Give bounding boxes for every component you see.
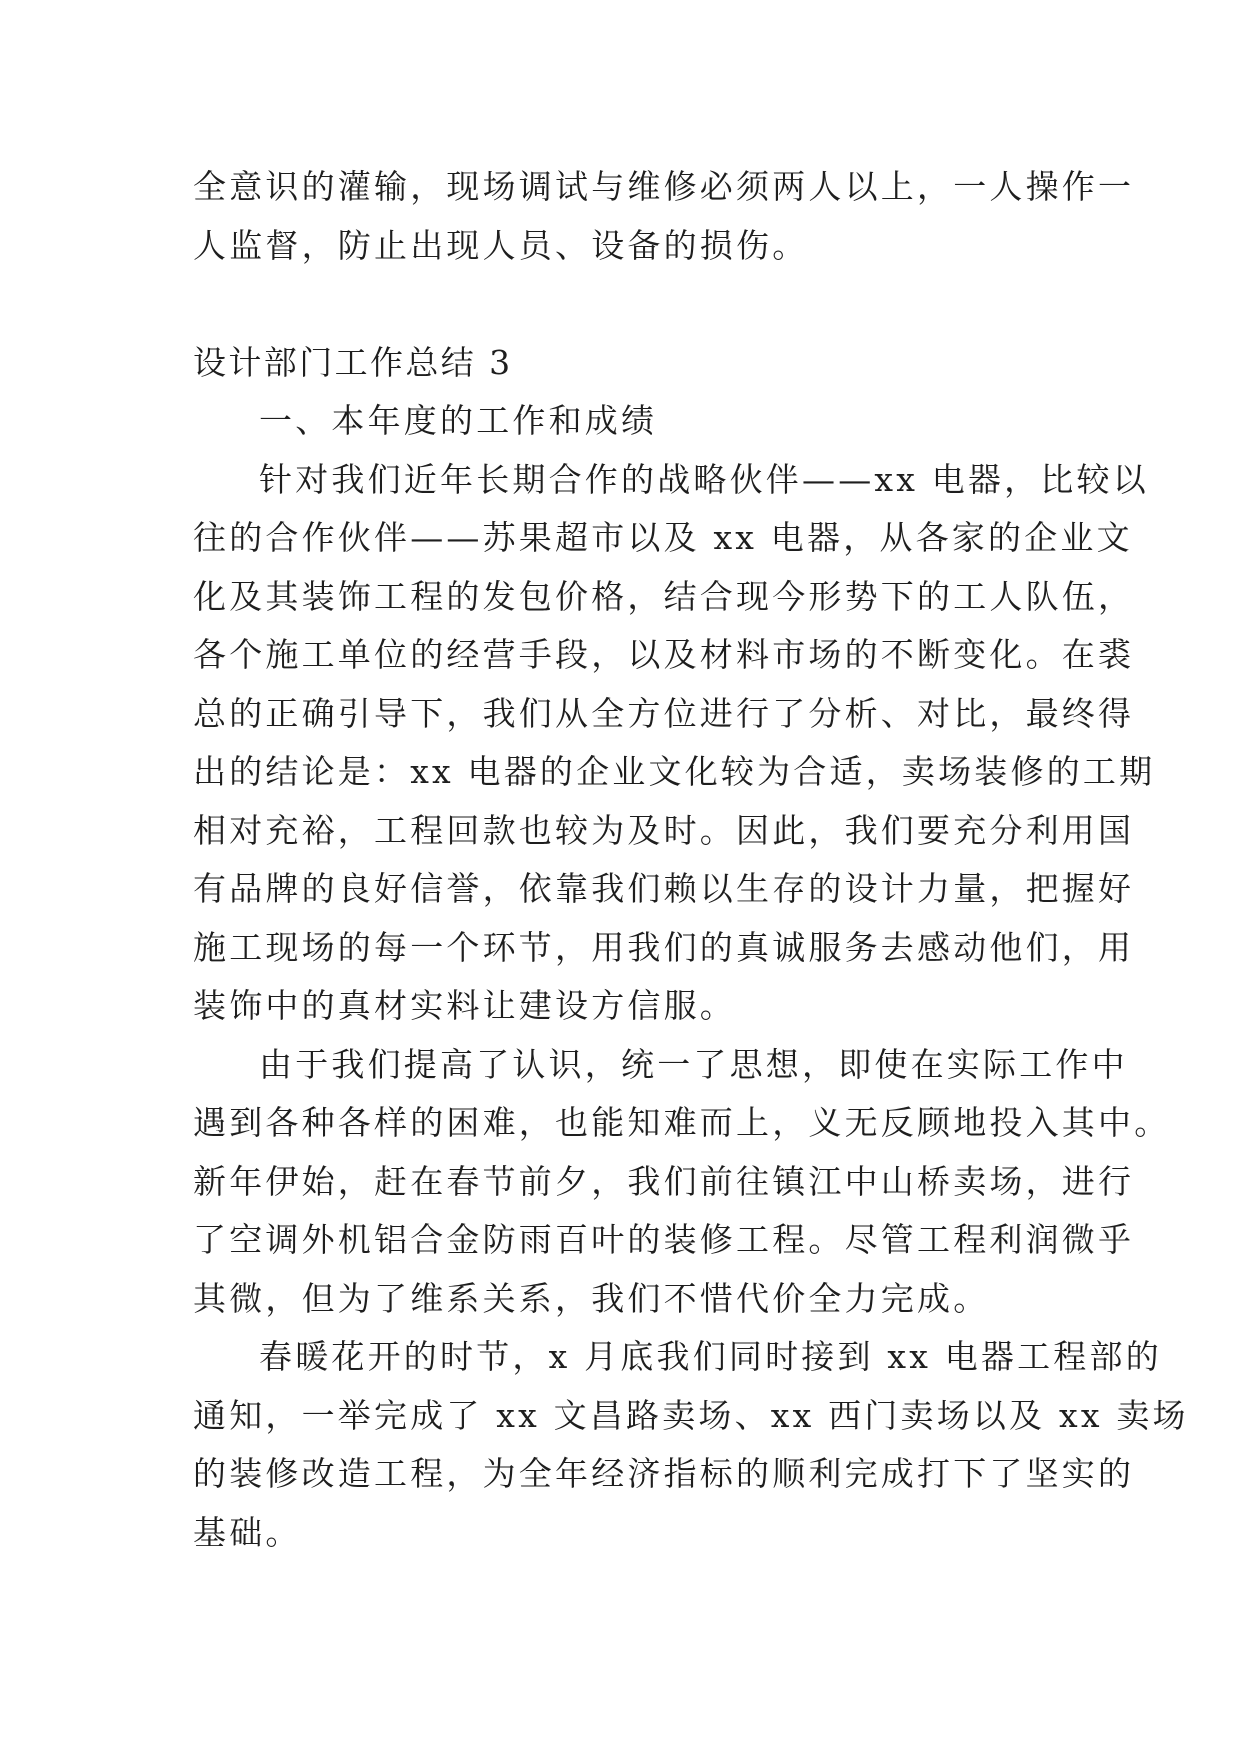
text-line: 各个施工单位的经营手段，以及材料市场的不断变化。在裘: [193, 635, 1135, 674]
section-title: 设计部门工作总结 3: [193, 342, 513, 382]
text-line: 有品牌的良好信誉，依靠我们赖以生存的设计力量，把握好: [193, 869, 1135, 908]
text-line: 其微，但为了维系关系，我们不惜代价全力完成。: [193, 1278, 990, 1318]
blank-line: [193, 275, 1061, 334]
text-line: 了空调外机铝合金防雨百叶的装修工程。尽管工程利润微乎: [193, 1220, 1135, 1259]
text-line: 的装修改造工程，为全年经济指标的顺利完成打下了坚实的: [193, 1454, 1135, 1493]
text-line: 由于我们提高了认识，统一了思想，即使在实际工作中: [259, 1044, 1128, 1084]
subheading: 一、本年度的工作和成绩: [259, 401, 658, 440]
text-line: 全意识的灌输，现场调试与维修必须两人以上，一人操作一: [193, 167, 1135, 206]
text-line: 通知，一举完成了 xx 文昌路卖场、xx 西门卖场以及 xx 卖场: [193, 1395, 1189, 1435]
text-line: 针对我们近年长期合作的战略伙伴——xx 电器，比较以: [259, 459, 1149, 499]
document-body: [193, 158, 1189, 1562]
text-line: 出的结论是：xx 电器的企业文化较为合适，卖场装修的工期: [193, 752, 1156, 791]
text-line: 遇到各种各样的困难，也能知难而上，义无反顾地投入其中。: [193, 1103, 1171, 1142]
text-line: 人监督，防止出现人员、设备的损伤。: [193, 225, 809, 265]
text-line: 新年伊始，赶在春节前夕，我们前往镇江中山桥卖场，进行: [193, 1161, 1135, 1201]
text-line: 化及其装饰工程的发包价格，结合现今形势下的工人队伍，: [193, 576, 1135, 616]
paragraph: [193, 1328, 1189, 1562]
text-line: 施工现场的每一个环节，用我们的真诚服务去感动他们，用: [193, 927, 1135, 967]
paragraph: [193, 1036, 1171, 1329]
text-line: 春暖花开的时节，x 月底我们同时接到 xx 电器工程部的: [259, 1337, 1162, 1376]
text-line: 总的正确引导下，我们从全方位进行了分析、对比，最终得: [193, 693, 1135, 733]
text-line: 装饰中的真材实料让建设方信服。: [193, 986, 736, 1025]
text-line: 基础。: [193, 1512, 302, 1552]
paragraph: [193, 451, 1156, 1036]
text-line: 往的合作伙伴——苏果超市以及 xx 电器，从各家的企业文: [193, 518, 1133, 557]
text-line: 相对充裕，工程回款也较为及时。因此，我们要充分利用国: [193, 810, 1135, 850]
